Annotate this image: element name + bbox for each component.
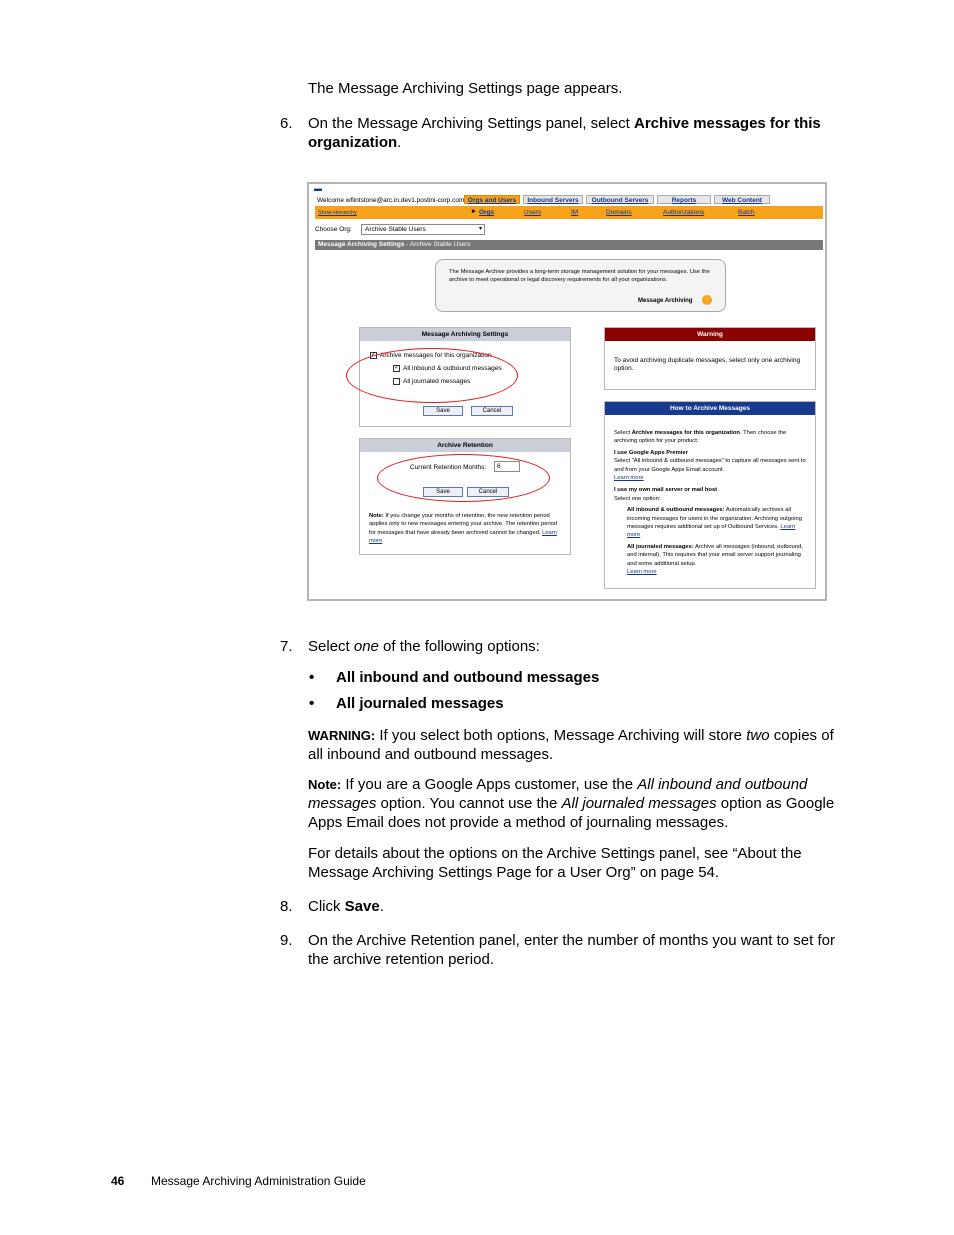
- retention-months-input[interactable]: 6: [494, 461, 520, 472]
- option-journaled-row[interactable]: All journaled messages: [393, 378, 470, 386]
- tab-outbound-servers[interactable]: Outbound Servers: [586, 195, 654, 204]
- warning-panel-text: To avoid archiving duplicate messages, select only one archiving option.: [614, 357, 801, 372]
- message-archiving-link[interactable]: Message Archiving: [638, 298, 693, 304]
- option-org-row[interactable]: ✓ Archive messages for this organization: [371, 352, 492, 360]
- step-9-number: 9.: [280, 932, 293, 949]
- subnav-im[interactable]: IM: [571, 209, 579, 216]
- subnav-authorizations[interactable]: Authorizations: [663, 209, 705, 216]
- footer-title: Message Archiving Administration Guide: [151, 1174, 366, 1188]
- choose-org-label: Choose Org:: [315, 226, 352, 233]
- chevron-right-icon: ▸: [472, 208, 476, 215]
- welcome-text: Welcome wflintstone@arc.in.dev1.postini-corp.com: [317, 197, 465, 204]
- subnav-batch[interactable]: Batch: [738, 209, 755, 216]
- retention-panel-title: Archive Retention: [360, 439, 570, 452]
- howto-journaled-text: All journaled messages: Archive all messages (inbound, outbound, and internal). This requires that your email server support journaling and some additional setup. Learn more: [627, 543, 803, 576]
- settings-panel-title: Message Archiving Settings: [360, 328, 570, 341]
- tab-orgs-and-users[interactable]: Orgs and Users: [464, 195, 520, 204]
- howto-google-text: Select "All inbound & outbound messages" to capture all messages sent to and from your Google Apps Email account. Learn more: [614, 458, 806, 482]
- bullet-dot-1: •: [309, 669, 315, 686]
- arrow-right-icon[interactable]: ›: [702, 295, 712, 305]
- howto-intro: Select Archive messages for this organization. Then choose the archiving option for your product:: [614, 430, 787, 445]
- step-7-text: Select one of the following options:: [308, 638, 540, 655]
- howto-learn-more-link-2[interactable]: Learn more: [627, 524, 796, 539]
- settings-save-button[interactable]: Save: [423, 406, 463, 416]
- step-7-number: 7.: [280, 638, 293, 655]
- breadcrumb: Message Archiving Settings - Archive Stable Users: [315, 240, 823, 250]
- tab-web-content[interactable]: Web Content: [714, 195, 770, 204]
- highlight-ellipse-retention: [377, 454, 550, 502]
- chevron-down-icon: ▾: [478, 226, 482, 232]
- settings-cancel-button[interactable]: Cancel: [471, 406, 513, 416]
- howto-panel: [604, 401, 816, 589]
- tab-reports[interactable]: Reports: [657, 195, 711, 204]
- bullet-inbound-outbound: All inbound and outbound messages: [336, 669, 600, 686]
- subnav-orgs[interactable]: Orgs: [479, 209, 495, 216]
- page-number: 46: [111, 1174, 125, 1188]
- step-6-number: 6.: [280, 115, 293, 132]
- warning-paragraph: WARNING: If you select both options, Message Archiving will store two copies of all inbound and outbound messages.: [308, 727, 834, 763]
- screenshot-figure: [307, 182, 827, 601]
- checkbox-org[interactable]: ✓: [371, 352, 377, 358]
- checkbox-inbound[interactable]: ✓: [394, 365, 400, 371]
- retention-label: Current Retention Months:: [410, 464, 487, 471]
- howto-learn-more-link-3[interactable]: Learn more: [627, 569, 657, 576]
- retention-save-button[interactable]: Save: [423, 487, 463, 497]
- tab-inbound-servers[interactable]: Inbound Servers: [523, 195, 583, 204]
- retention-note: Note: If you change your months of retention, the new retention period applies only to new messages entering your archive. The retention period for messages that have already been archived cannot be changed. Learn more: [369, 513, 558, 545]
- howto-own-heading: I use my own mail server or mail host: [614, 487, 718, 494]
- logo-mark: ▬: [314, 184, 322, 193]
- show-hierarchy-link[interactable]: Show Hierarchy: [318, 210, 357, 216]
- howto-learn-more-link-1[interactable]: Learn more: [614, 475, 644, 482]
- info-box: [435, 259, 726, 312]
- howto-panel-title: How to Archive Messages: [605, 402, 815, 415]
- retention-cancel-button[interactable]: Cancel: [467, 487, 509, 497]
- howto-panel-body: [614, 429, 810, 577]
- choose-org-select[interactable]: Archive Stable Users ▾: [361, 224, 485, 235]
- retention-learn-more-link[interactable]: Learn more: [369, 529, 557, 545]
- warning-panel: [604, 327, 816, 390]
- bullet-journaled: All journaled messages: [336, 695, 504, 712]
- step-8-text: Click Save.: [308, 898, 384, 915]
- details-paragraph: For details about the options on the Archive Settings panel, see “About the Message Archiving Settings Page for a User Org” on page 54.: [308, 845, 802, 881]
- step-6-text: On the Message Archiving Settings panel, select Archive messages for this organization.: [308, 115, 821, 151]
- howto-inbound-text: All inbound & outbound messages: Automatically archives all incoming messages for users in the organization. Archiving outgoing messages requires additional set up of Outbound Services. Learn more: [627, 507, 802, 539]
- subnav-users[interactable]: Users: [524, 209, 541, 216]
- step-8-number: 8.: [280, 898, 293, 915]
- option-inbound-row[interactable]: ✓ All inbound & outbound messages: [394, 365, 502, 373]
- note-label: Note:: [308, 777, 342, 792]
- warning-panel-title: Warning: [605, 328, 815, 341]
- info-box-text: The Message Archive provides a long-term storage management solution for your messages. Use the archive to meet operational or legal discovery requirements for all your organizations.: [449, 269, 710, 283]
- subnav-domains[interactable]: Domains: [606, 209, 632, 216]
- note-paragraph: Note: If you are a Google Apps customer, use the All inbound and outbound messages option. You cannot use the All journaled messages option as Google Apps Email does not provide a method of journaling messages.: [308, 776, 835, 831]
- highlight-ellipse-settings: [346, 348, 518, 403]
- howto-google-heading: I use Google Apps Premier: [614, 449, 688, 456]
- howto-own-text: Select one option:: [614, 495, 661, 502]
- intro-text: The Message Archiving Settings page appears.: [308, 80, 623, 97]
- step-9-text: On the Archive Retention panel, enter the number of months you want to set for the archive retention period.: [308, 932, 835, 968]
- bullet-dot-2: •: [309, 695, 315, 712]
- warning-label: WARNING:: [308, 728, 376, 743]
